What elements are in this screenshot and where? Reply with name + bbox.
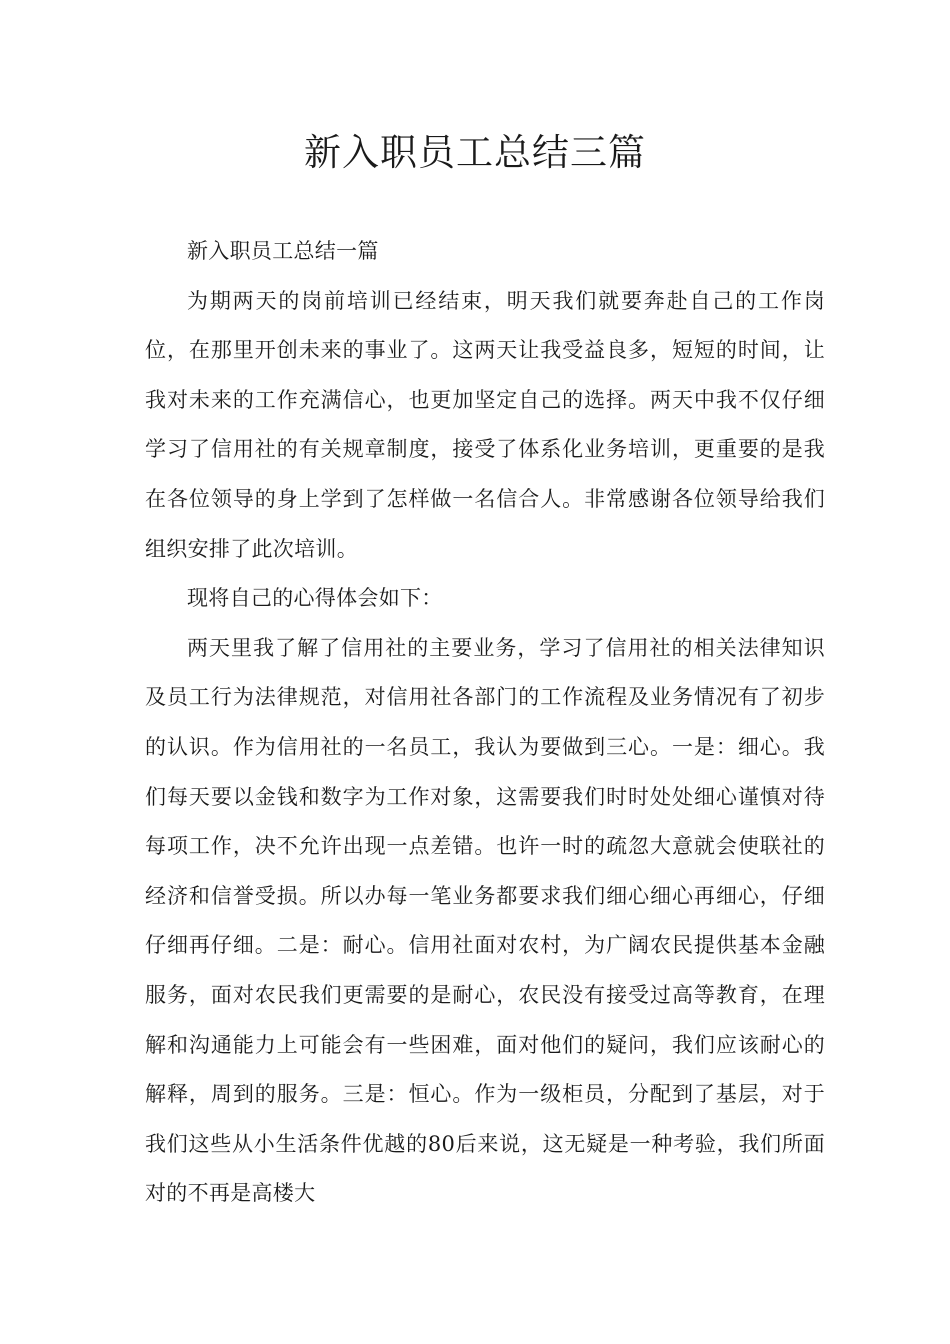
body-paragraph: 两天里我了解了信用社的主要业务，学习了信用社的相关法律知识及员工行为法律规范，对信用社各部门的工作流程及业务情况有了初步的认识。作为信用社的一名员工，我认为要做到三心。一是：细心。我们每天要以金钱和数字为工作对象，这需要我们时时处处细心谨慎对待每项工作，决不允许出现一点差错。也许一时的疏忽大意就会使联社的经济和信誉受损。所以办每一笔业务都要求我们细心细心再细心，仔细仔细再仔细。二是：耐心。信用社面对农村，为广阔农民提供基本金融服务，面对农民我们更需要的是耐心，农民没有接受过高等教育，在理解和沟通能力上可能会有一些困难，面对他们的疑问，我们应该耐心的解释，周到的服务。三是：恒心。作为一级柜员，分配到了基层，对于我们这些从小生活条件优越的80后来说，这无疑是一种考验，我们所面对的不再是高楼大 bbox=[145, 635, 825, 1206]
document-title: 新入职员工总结三篇 bbox=[304, 131, 646, 174]
body-paragraph: 为期两天的岗前培训已经结束，明天我们就要奔赴自己的工作岗位，在那里开创未来的事业了。这两天让我受益良多，短短的时间，让我对未来的工作充满信心，也更加坚定自己的选择。两天中我不仅仔细学习了信用社的有关规章制度，接受了体系化业务培训，更重要的是我在各位领导的身上学到了怎样做一名信合人。非常感谢各位领导给我们组织安排了此次培训。 bbox=[145, 288, 825, 561]
section-heading: 新入职员工总结一篇 bbox=[187, 239, 379, 263]
body-paragraph: 现将自己的心得体会如下： bbox=[187, 586, 443, 611]
document-body bbox=[145, 227, 825, 1219]
